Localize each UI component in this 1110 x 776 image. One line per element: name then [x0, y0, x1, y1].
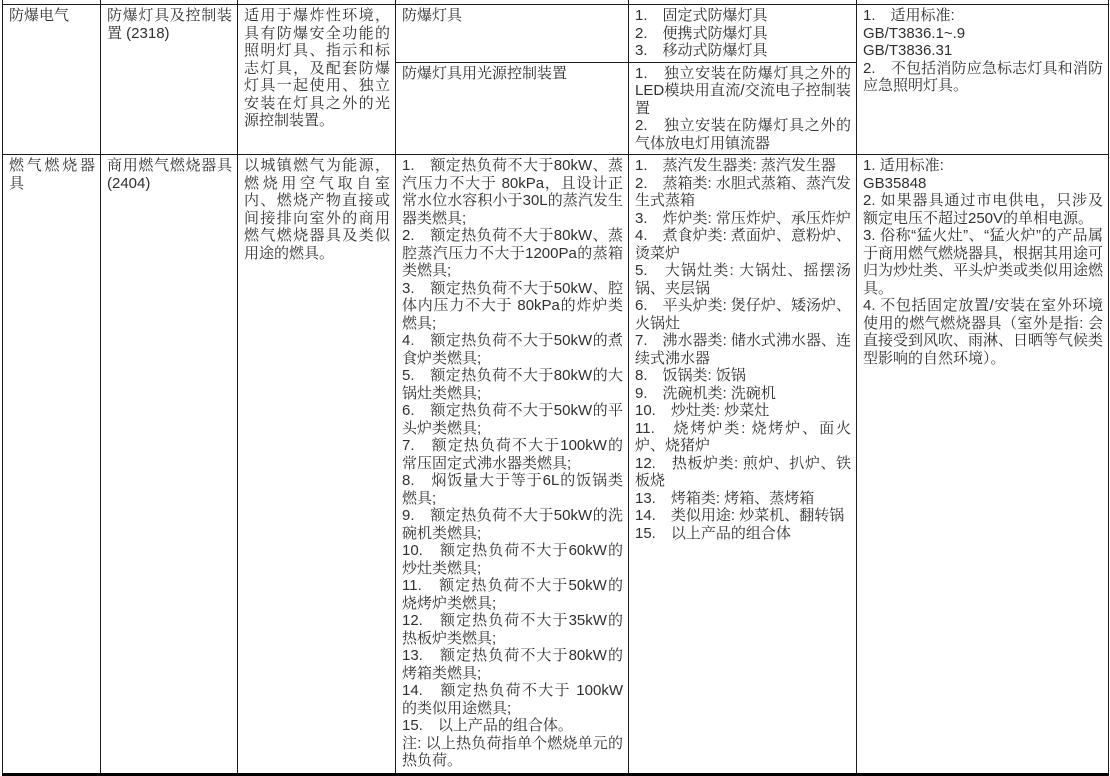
table-row-explosion-proof	[3, 5, 1109, 63]
subcategory-items-list: 1. 独立安装在防爆灯具之外的LED模块用直流/交流电子控制装置 2. 独立安装在防爆灯具之外的气体放电灯用镇流器	[635, 64, 851, 152]
subcategory-label: 防爆灯具	[402, 7, 463, 24]
cell-examples	[629, 155, 857, 775]
cell-notes	[857, 5, 1109, 155]
conditions-list: 1. 额定热负荷不大于80kW、蒸汽压力不大于 80kPa，且设计正常水位水容积小于30L的蒸汽发生器类燃具; 2. 额定热负荷不大于80kW、蒸腔蒸汽压力不大于1200Pa的蒸箱类燃具; 3. 额定热负荷不大于50kW、腔体内压力不大于 80kPa的炸炉类燃具; 4. 额定热负荷不大于50kW的煮食炉类燃具; 5. 额定热负荷不大于80kW的大锅灶类燃具; 6. 额定热负荷不大于50kW的平头炉类燃具; 7. 额定热负荷不大于100kW的常压固定式沸水器类燃具; 8. 焖饭量大于等于6L的饭锅类燃具; 9. 额定热负荷不大于50kW的洗碗机类燃具; 10. 额定热负荷不大于60kW的炒灶类燃具; 11. 额定热负荷不大于50kW的烧烤炉类燃具; 12. 额定热负荷不大于35kW的热板炉类燃具; 13. 额定热负荷不大于80kW的烤箱类燃具; 14. 额定热负荷不大于 100kW的类似用途燃具; 15. 以上产品的组合体。 注: 以上热负荷指单个燃烧单元的热负荷。	[402, 157, 623, 769]
subcategory-label: 防爆灯具用光源控制装置	[402, 64, 568, 82]
product-code-label: 防爆灯具及控制装置 (2318)	[107, 7, 232, 42]
cell-subcategory-items	[629, 62, 857, 155]
cell-conditions	[396, 155, 629, 775]
category-label: 防爆电气	[9, 7, 70, 24]
subcategory-items-list: 1. 固定式防爆灯具 2. 便携式防爆灯具 3. 移动式防爆灯具	[635, 7, 768, 59]
cell-product-code	[101, 5, 238, 155]
cell-category	[3, 155, 101, 775]
cell-category	[3, 5, 101, 155]
cell-notes	[857, 155, 1109, 775]
cell-scope	[238, 155, 396, 775]
category-label: 燃气燃烧器具	[9, 157, 95, 192]
cell-scope	[238, 5, 396, 155]
scope-text: 以城镇燃气为能源，燃烧用空气取自室内、燃烧产物直接或间接排向室外的商用燃气燃烧器具及类似用途的燃具。	[244, 157, 390, 262]
cell-subcategory-name	[396, 62, 629, 155]
cell-subcategory-items	[629, 5, 857, 63]
table-row-gas-appliances	[3, 155, 1109, 775]
scope-text: 适用于爆炸性环境，具有防爆安全功能的照明灯具、指示和标志灯具，及配套防爆灯具一起使用、独立安装在灯具之外的光源控制装置。	[244, 7, 390, 129]
notes-list: 1. 适用标准: GB35848 2. 如果器具通过市电供电，只涉及额定电压不超过250V的单相电源。 3. 俗称“猛火灶”、“猛火炉”的产品属于商用燃气燃烧器具，根据其用途可归为炒灶类、平头炉类或类似用途燃具。 4. 不包括固定放置/安装在室外环境使用的燃气燃烧器具（室外是指: 会直接受到风吹、雨淋、日晒等气候类型影响的自然环境）。	[863, 157, 1104, 367]
product-code-label: 商用燃气燃烧器具 (2404)	[107, 157, 232, 192]
examples-list: 1. 蒸汽发生器类: 蒸汽发生器 2. 蒸箱类: 水胆式蒸箱、蒸汽发生式蒸箱 3. 炸炉类: 常压炸炉、承压炸炉 4. 煮食炉类: 煮面炉、意粉炉、烫菜炉 5. 大锅灶类: 大锅灶、摇摆汤锅、夹层锅 6. 平头炉类: 煲仔炉、矮汤炉、火锅灶 7. 沸水器类: 储水式沸水器、连续式沸水器 8. 饭锅类: 饭锅 9. 洗碗机类: 洗碗机 10. 炒灶类: 炒菜灶 11. 烧烤炉类: 烧烤炉、面火炉、烧猪炉 12. 热板炉类: 煎炉、扒炉、铁板烧 13. 烤箱类: 烤箱、蒸烤箱 14. 类似用途: 炒菜机、翻转锅 15. 以上产品的组合体	[635, 157, 851, 542]
equipment-category-table	[2, 0, 1109, 776]
cell-subcategory-name	[396, 5, 629, 63]
cell-product-code	[101, 155, 238, 775]
notes-list: 1. 适用标准: GB/T3836.1~.9 GB/T3836.31 2. 不包括消防应急标志灯具和消防应急照明灯具。	[863, 7, 1103, 94]
